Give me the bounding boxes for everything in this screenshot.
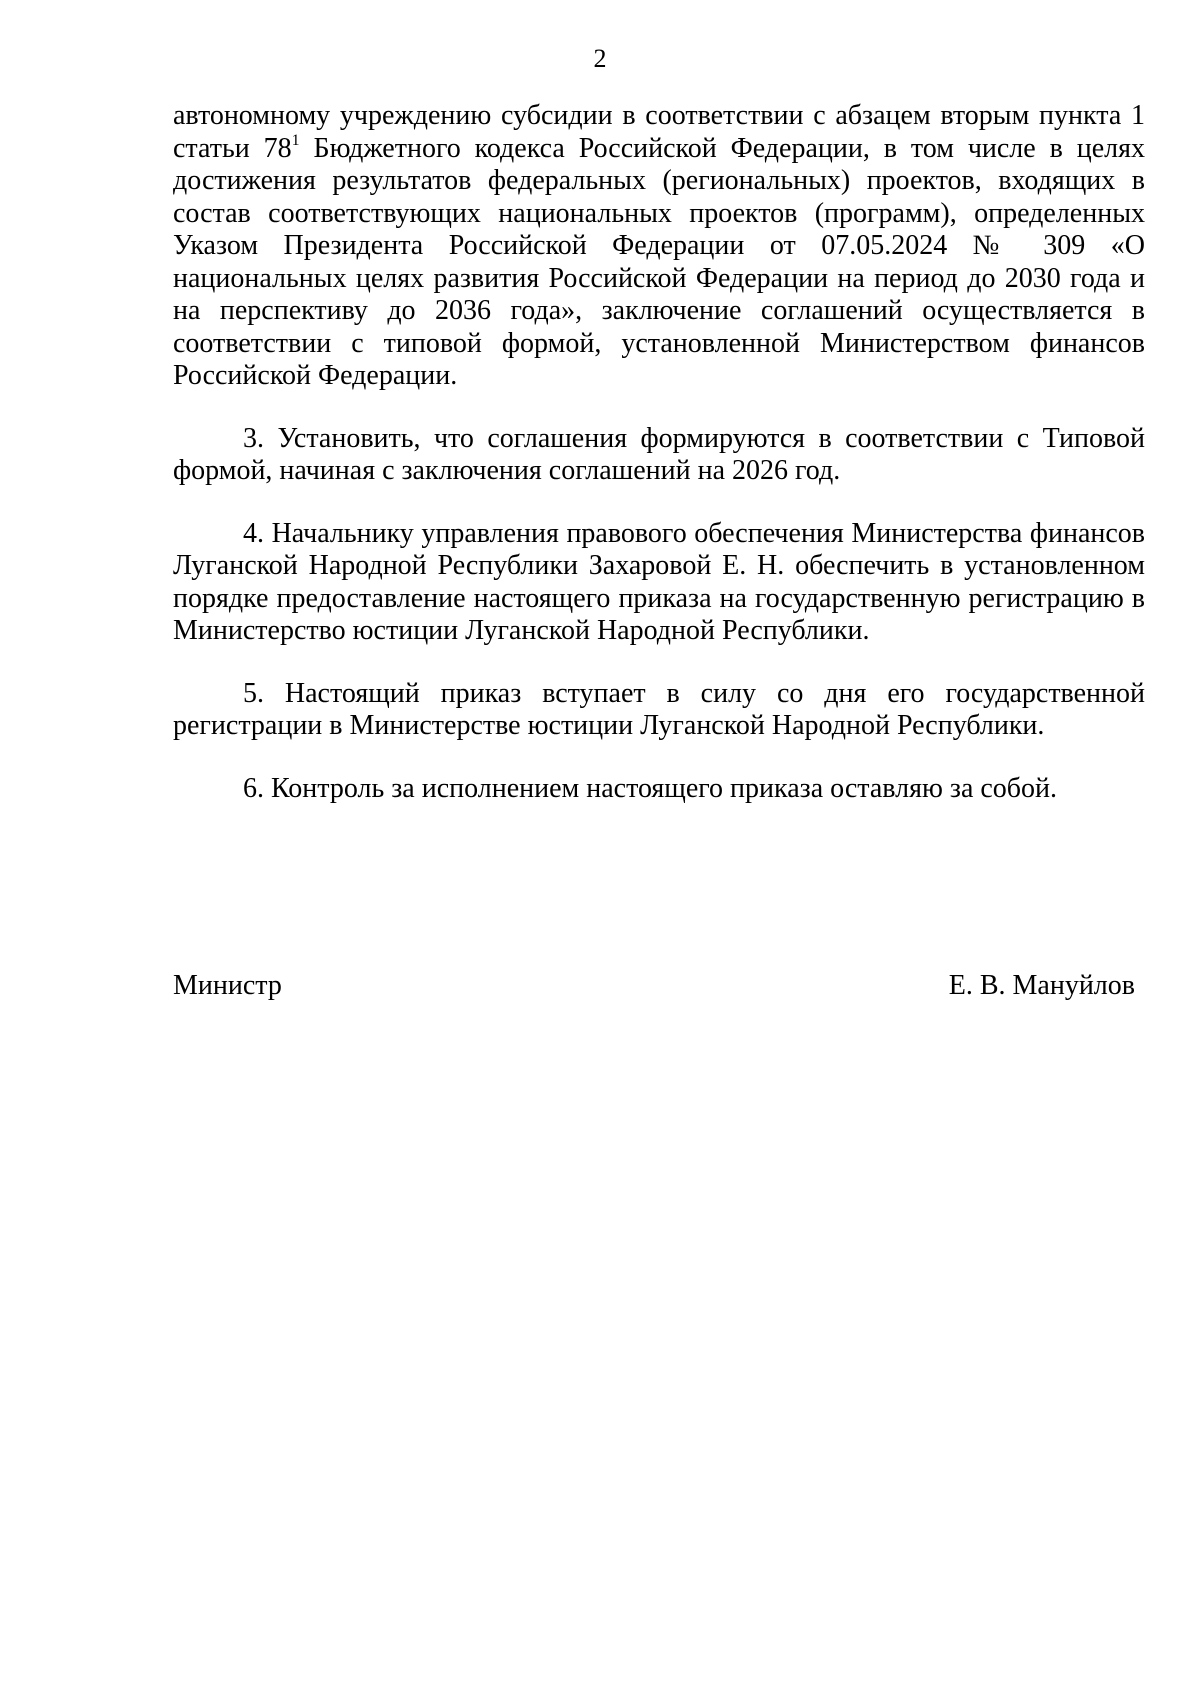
signatory-title: Министр	[173, 970, 282, 1001]
paragraph-item-5: 5. Настоящий приказ вступает в силу со дня его государственной регистрации в Министерстве юстиции Луганской Народной Республики.	[173, 677, 1145, 741]
paragraph-continuation-text-1: автономному учреждению субсидии в соответствии с абзацем вторым пункта 1 статьи 78	[173, 100, 1145, 164]
document-body	[173, 100, 1145, 805]
paragraph-continuation-text-2: Бюджетного кодекса Российской Федерации, в том числе в целях достижения результатов федеральных (региональных) проектов, входящих в состав соответствующих национальных проектов (программ), определенных Указом Президента Российской Федерации от 07.05.2024 № 309 «О национальных целях развития Российской Федерации на период до 2030 года и на перспективу до 2036 года», заключение соглашений осуществляется в соответствии с типовой формой, установленной Министерством финансов Российской Федерации.	[173, 132, 1145, 391]
signatory-name: Е. В. Мануйлов	[948, 970, 1135, 1001]
page-number: 2	[593, 44, 607, 73]
paragraph-item-3: 3. Установить, что соглашения формируются в соответствии с Типовой формой, начиная с заключения соглашений на 2026 год.	[173, 422, 1145, 486]
paragraph-item-4: 4. Начальнику управления правового обеспечения Министерства финансов Луганской Народной Республики Захаровой Е. Н. обеспечить в установленном порядке предоставление настоящего приказа на государственную регистрацию в Министерство юстиции Луганской Народной Республики.	[173, 517, 1145, 646]
article-superscript: 1	[291, 131, 300, 149]
paragraph-item-6: 6. Контроль за исполнением настоящего приказа оставляю за собой.	[243, 772, 1058, 804]
paragraph-continuation	[173, 100, 1145, 393]
